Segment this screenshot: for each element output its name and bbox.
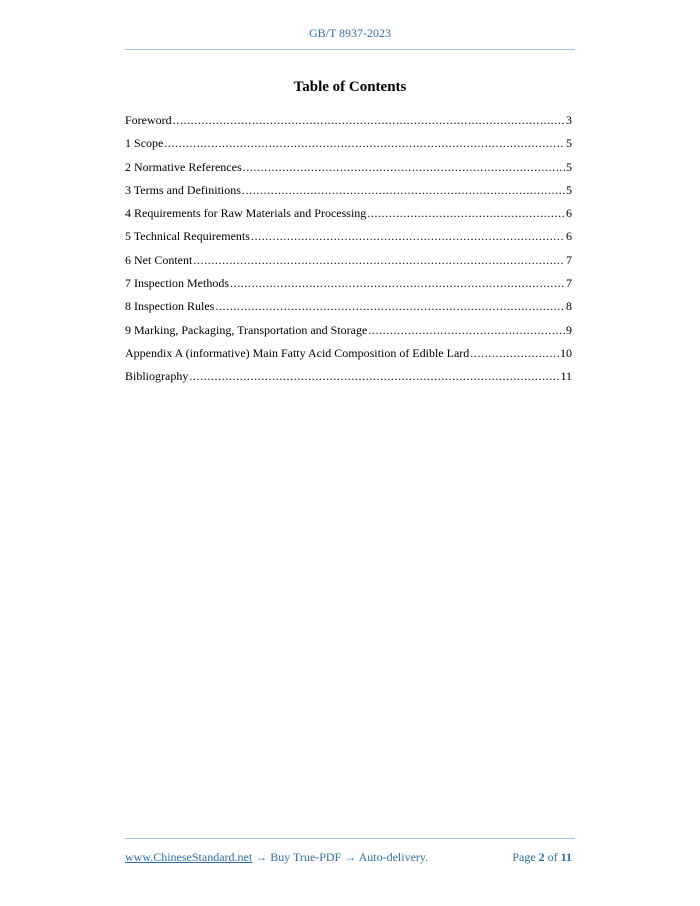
toc-entry-page: 5 — [566, 182, 572, 197]
toc-entry-marking-packaging[interactable] — [125, 320, 572, 343]
toc-entry-technical-requirements[interactable] — [125, 226, 572, 249]
current-page-number: 2 — [538, 850, 545, 864]
toc-entry-label: 3 Terms and Definitions — [125, 182, 241, 197]
toc-entry-page: 11 — [560, 369, 572, 384]
toc-entry-label: Foreword — [125, 113, 172, 127]
toc-entry-inspection-rules[interactable] — [125, 296, 572, 319]
toc-entry-label: Bibliography — [125, 369, 189, 384]
toc-entry-appendix-a[interactable] — [125, 343, 572, 366]
toc-entry-inspection-methods[interactable] — [125, 273, 572, 296]
toc-entry-page: 3 — [566, 113, 572, 127]
dot-leader — [189, 366, 559, 386]
toc-entry-label: 8 Inspection Rules — [125, 299, 215, 314]
toc-entry-label: 5 Technical Requirements — [125, 229, 250, 244]
toc-entry-page: 6 — [566, 229, 572, 244]
toc-entry-terms-and-definitions[interactable] — [125, 180, 572, 203]
total-pages-number: 11 — [560, 850, 572, 864]
toc-entry-raw-materials[interactable] — [125, 203, 572, 226]
dot-leader — [164, 133, 565, 153]
dot-leader — [251, 226, 565, 246]
toc-entry-page: 7 — [566, 276, 572, 291]
dot-leader — [470, 343, 559, 363]
page-word: Page — [512, 850, 536, 864]
dot-leader — [230, 273, 565, 293]
toc-entry-page: 8 — [566, 299, 572, 314]
dot-leader — [368, 320, 565, 340]
toc-entry-page: 5 — [566, 136, 572, 151]
toc-entry-label: 7 Inspection Methods — [125, 276, 229, 291]
dot-leader — [173, 110, 565, 130]
dot-leader — [193, 250, 565, 270]
toc-entry-label: 2 Normative References — [125, 159, 242, 174]
toc-entry-label: 6 Net Content — [125, 252, 193, 267]
site-link[interactable]: www.ChineseStandard.net — [125, 850, 253, 864]
running-header: GB/T 8937-2023 — [308, 26, 392, 40]
toc-entry-page: 7 — [566, 252, 572, 267]
toc-entry-page: 6 — [566, 206, 572, 221]
dot-leader — [242, 180, 565, 200]
dot-leader — [367, 203, 565, 223]
toc-entry-scope[interactable] — [125, 133, 572, 156]
toc-entry-foreword[interactable] — [125, 110, 572, 133]
of-word: of — [547, 850, 558, 864]
toc-entry-label: Appendix A (informative) Main Fatty Acid Composition of Edible Lard — [125, 345, 470, 360]
toc-entry-label: 4 Requirements for Raw Materials and Processing — [125, 206, 367, 221]
dot-leader — [243, 157, 565, 177]
toc-title: Table of Contents — [293, 79, 407, 95]
arrow-right-icon: → — [252, 850, 271, 864]
buy-true-pdf-text: Buy True-PDF — [270, 850, 342, 864]
toc-entry-net-content[interactable] — [125, 250, 572, 273]
toc-entry-page: 9 — [566, 322, 572, 337]
footer-promo — [125, 850, 428, 865]
dot-leader — [215, 296, 565, 316]
footer-rule — [125, 838, 575, 839]
toc-entry-label: 1 Scope — [125, 136, 164, 151]
auto-delivery-text: Auto-delivery. — [358, 850, 429, 864]
table-of-contents — [125, 110, 572, 390]
toc-entry-label: 9 Marking, Packaging, Transportation and Storage — [125, 322, 368, 337]
toc-entry-normative-references[interactable] — [125, 157, 572, 180]
arrow-right-icon: → — [341, 850, 359, 864]
toc-entry-page: 5 — [566, 159, 572, 174]
toc-entry-bibliography[interactable] — [125, 366, 572, 389]
page-number — [512, 850, 572, 865]
toc-entry-page: 10 — [560, 345, 572, 360]
header-rule — [125, 49, 575, 50]
